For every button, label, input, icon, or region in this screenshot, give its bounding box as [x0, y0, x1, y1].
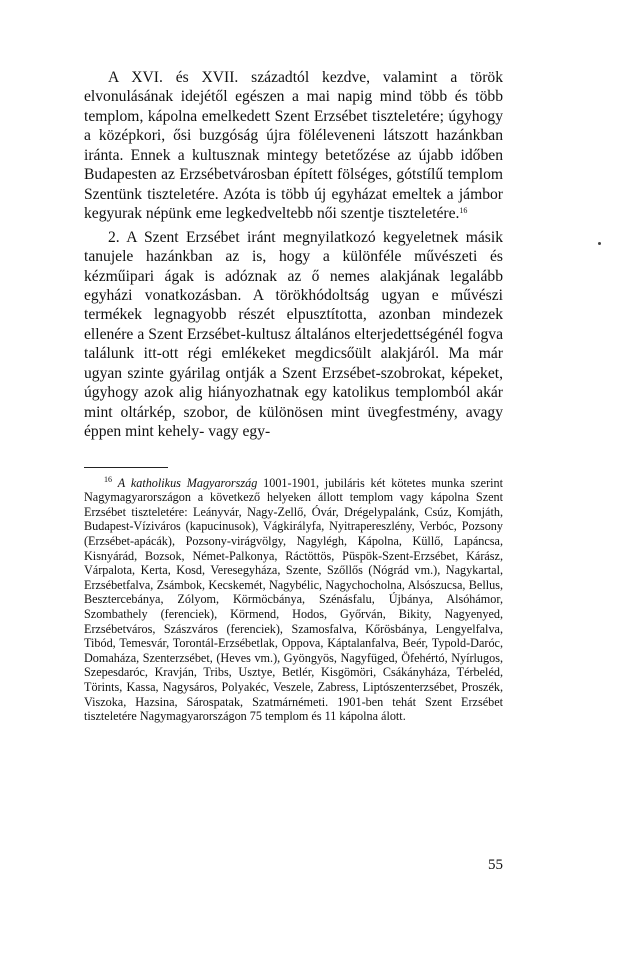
page-number: 55: [488, 857, 503, 873]
footnote-text: 1001-1901, jubiláris két kötetes munka szerint Nagymagyarországon a következő helyeken állott templom vagy kápolna Szent Erzsébet tiszteletére: Leányvár, Nagy-Zellő, Óvár, Drégelypalánk, Csúz, Komjáth, Budapest-Víziváros (kapucinusok), Vágkirályfa, Nyitrapereszlény, Verbóc, Pozsony (Erzsébet-apácák), Pozsony-virágvölgy, Nagylégh, Kápolna, Küllő, Lapáncsa, Kisnyárád, Bozsok, Német-Palkonya, Ráctöttös, Püspök-Szent-Erzsébet, Kárász, Várpalota, Kerta, Kosd, Veresegyháza, Szente, Szőllős (Nógrád vm.), Nagykartal, Erzsébetfalva, Zsámbok, Kecskemét, Nagybélic, Nagychocholna, Alsószucsa, Bellus, Besztercebánya, Zólyom, Körmöcbánya, Szénásfalu, Újbánya, Alsóhámor, Szombathely (ferenciek), Körmend, Hodos, Győrván, Bikity, Nagyenyed, Erzsébetváros, Szászváros (ferenciek), Szamosfalva, Kőrösbánya, Lengyelfalva, Tibód, Temesvár, Torontál-Erzsébetlak, Oppova, Káptalanfalva, Beér, Typold-Daróc, Domaháza, Szenterzsébet, (Heves vm.), Gyöngyös, Nagyfüged, Öfehértó, Nyírlugos, Szepesdaróc, Kravján, Tribs, Usztye, Betlér, Kisgömöri, Csákányháza, Térbeléd, Törints, Kassa, Nagysáros, Polyakéc, Veszele, Zabress, Liptószenterzsébet, Proszék, Viszoka, Hazsina, Sárospatak, Szatmárnémeti. 1901-ben tehát Szent Erzsébet tiszteletére Nagymagyarországon 75 templom és 11 kápolna álott.: [84, 475, 503, 724]
main-text: [84, 68, 503, 442]
paragraph-1: [84, 68, 503, 224]
footnote-book-title: A katholikus Magyarország: [117, 475, 258, 490]
paragraph-1-text: A XVI. és XVII. századtól kezdve, valamint a török elvonulásának idejétől egészen a mai napig mind több és több templom, kápolna emelkedett Szent Erzsébet tiszteletére; úgyhogy a középkori, ősi buzgóság újra föléleveneni látszott hazánkban iránta. Ennek a kultusznak mintegy betetőzése az újabb időben Budapesten az Erzsébetvárosban épített fölséges, gótstílű templom Szentünk tiszteletére. Azóta is több új egyházat emeltek a jámbor kegyurak népünk eme legkedveltebb női szentje tiszteletére.: [84, 69, 503, 223]
scan-speck: [598, 242, 601, 245]
footnote-number: 16: [104, 474, 112, 484]
paragraph-2-text: 2. A Szent Erzsébet iránt megnyilatkozó kegyeletnek másik tanujele hazánkban az is, hogy a különféle művészeti és kézműipari ágak is adóznak az ő nemes alakjának legalább egyházi vonatkozásban. A törökhódoltság ugyan e művészi termékek legnagyobb részét elpusztította, azonban mindezek ellenére a Szent Erzsébet-kultusz általános elterjedettségénél fogva találunk itt-ott régi emlékeket megdicsőült alakjáról. Ma már ugyan szinte gyárilag ontják a Szent Erzsébet-szobrokat, képeket, úgyhogy azok alig hiányozhatnak egy katolikus templomból akár mint oltárkép, szobor, de különösen mint üvegfestmény, avagy éppen mint kehely- vagy egy-: [84, 228, 503, 441]
footnote-divider: [84, 467, 168, 468]
footnote-reference[interactable]: 16: [459, 206, 468, 216]
book-page: [84, 68, 503, 724]
paragraph-2: [84, 228, 503, 442]
footnote-16: [84, 476, 503, 724]
